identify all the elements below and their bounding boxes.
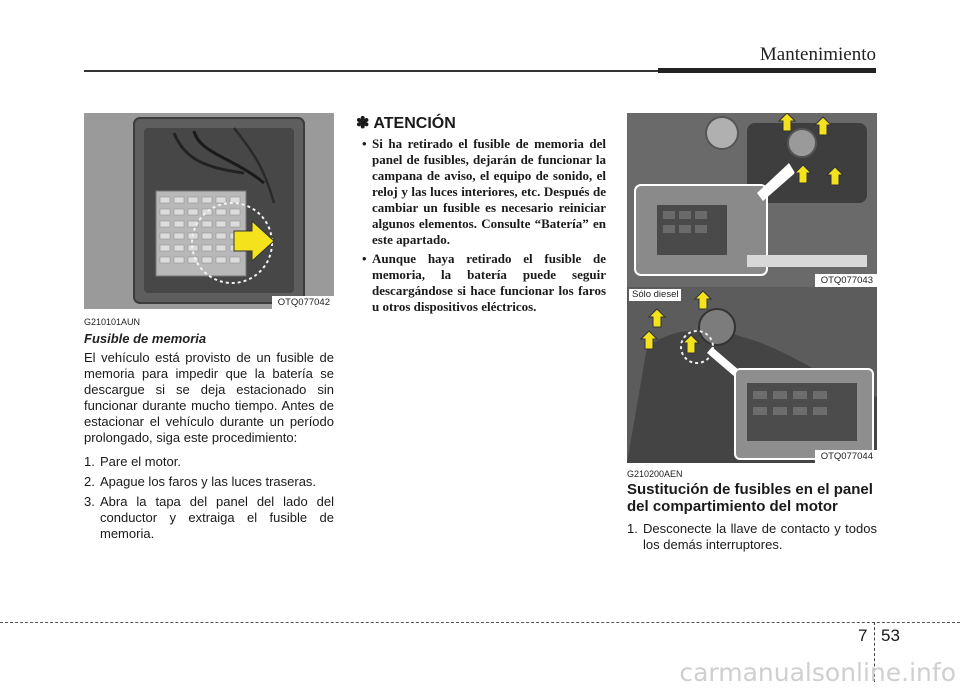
photo-caption: OTQ077042 [272,296,334,309]
diesel-only-label: Sólo diesel [629,289,681,301]
subheading: Fusible de memoria [84,331,207,346]
column-engine-fuses [627,113,877,553]
procedure-step: 1. Desconecte la llave de contacto y todos los demás interruptores. [627,521,877,552]
caution-bullet-item: • Si ha retirado el fusible de memoria del panel de fusibles, dejarán de funcionar la campana de aviso, el equipo de sonido, el reloj y las luces interiores, etc. Después de cambiar un fusible es necesario reiniciar algunos elementos. Consulte “Batería” en este apartado. [362,136,606,247]
caution-bullet-item: • Aunque haya retirado el fusible de memoria, la batería puede seguir descargándose si hace funcionar los faros u otros dispositivos eléctricos. [362,251,606,314]
page-number: 53 [881,626,900,645]
body-paragraph: El vehículo está provisto de un fusible de memoria para impedir que la batería se descargue si se deja estacionado sin funcionar durante mucho tiempo. Antes de estacionar el vehículo durante un período prolongado, siga este procedimiento: [84,350,334,445]
fuse-panel-photo [84,113,334,309]
asterisk-icon: ✽ [356,115,370,132]
engine-compartment-photo [627,113,877,287]
section-title: Sustitución de fusibles en el panel del compartimiento del motor [627,481,873,515]
photo-caption: OTQ077044 [815,450,877,463]
page-header-title: Mantenimiento [759,44,876,65]
engine-illustration [627,113,877,287]
photo-caption: OTQ077043 [815,274,877,287]
header-rule-accent [658,68,876,73]
section-code: G210200AEN [627,469,683,479]
procedure-step: 1. Pare el motor. [84,454,181,469]
caution-heading: ✽ ATENCIÓN [356,115,456,132]
watermark: carmanualsonline.info [679,658,956,687]
footer-rule [0,622,960,624]
column-memory-fuse [84,113,334,542]
column-caution [356,113,606,315]
fuse-panel-illustration [84,113,334,309]
diesel-engine-photo [627,287,877,463]
procedure-step: 3. Abra la tapa del panel del lado del conductor y extraiga el fusible de memoria. [84,494,334,541]
section-code: G210101AUN [84,317,141,327]
chapter-number: 7 [858,626,868,645]
diesel-engine-illustration [627,287,877,463]
procedure-step: 2. Apague los faros y las luces traseras. [84,474,317,489]
